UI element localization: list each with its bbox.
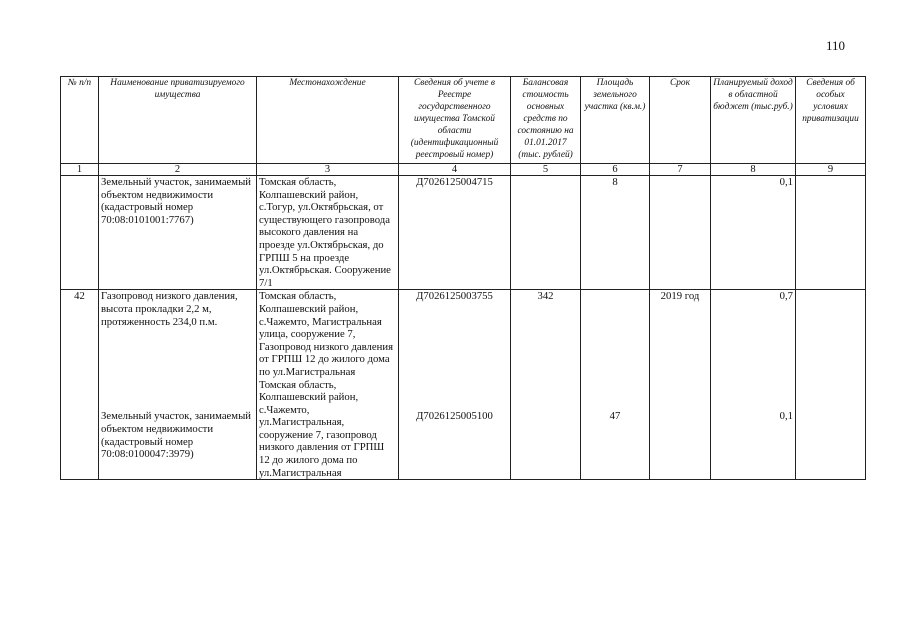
header-value: Балансовая стоимость основных средств по состоянию на 01.01.2017 (тыс. рублей) — [511, 77, 581, 164]
column-number: 4 — [399, 164, 511, 176]
column-number: 2 — [99, 164, 257, 176]
item-location-cell — [257, 290, 399, 480]
header-area: Площадь земельного участка (кв.м.) — [581, 77, 650, 164]
column-number: 6 — [581, 164, 650, 176]
header-num: № п/п — [61, 77, 99, 164]
header-row — [61, 77, 866, 164]
header-registry: Сведения об учете в Реестре государственного имущества Томской области (идентификационный реестровый номер) — [399, 77, 511, 164]
item-conditions-cell — [796, 290, 866, 480]
item-registry-number: Д7026125003755 — [416, 290, 493, 303]
column-number: 8 — [711, 164, 796, 176]
column-number: 1 — [61, 164, 99, 176]
header-conditions: Сведения об особых условиях приватизации — [796, 77, 866, 164]
item-term: 2019 год — [660, 290, 700, 303]
item-term-cell — [650, 290, 711, 480]
item-book-value-cell — [511, 290, 581, 480]
item-name: Земельный участок, занимаемый объектом недвижимости (кадастровый номер 70:08:0100047:3979) — [101, 410, 251, 461]
item-area-cell — [581, 290, 650, 480]
item-income: 0,1 — [779, 410, 793, 423]
item-conditions — [796, 176, 866, 290]
item-location: Томская область, Колпашевский район, с.Чажемто, ул.Магистральная, сооружение 7, газопровод низкого давления от ГРПШ 12 до жилого дома по ул.Магистральная — [259, 378, 385, 479]
header-term: Срок — [650, 77, 711, 164]
header-name: Наименование приватизируемого имущества — [99, 77, 257, 164]
item-income-cell — [711, 290, 796, 480]
table-row — [61, 290, 866, 480]
item-income: 0,7 — [779, 290, 793, 303]
column-number-row — [61, 164, 866, 176]
item-term — [650, 176, 711, 290]
item-area: 47 — [609, 410, 621, 423]
column-number: 7 — [650, 164, 711, 176]
item-name-cell — [99, 290, 257, 480]
item-income: 0,1 — [711, 176, 796, 290]
item-book-value — [511, 176, 581, 290]
page-number: 110 — [826, 38, 846, 53]
row-number — [61, 176, 99, 290]
table-row — [61, 176, 866, 290]
column-number: 3 — [257, 164, 399, 176]
item-name: Земельный участок, занимаемый объектом недвижимости (кадастровый номер 70:08:0101001:7767) — [99, 176, 257, 290]
column-number: 5 — [511, 164, 581, 176]
header-income: Планируемый доход в областной бюджет (тыс.руб.) — [711, 77, 796, 164]
row-number: 42 — [61, 290, 99, 480]
header-location: Местонахождение — [257, 77, 399, 164]
item-registry-cell — [399, 290, 511, 480]
item-area — [583, 290, 647, 410]
item-registry-number: Д7026125005100 — [416, 410, 493, 423]
item-registry-number: Д7026125004715 — [399, 176, 511, 290]
privatization-table — [60, 76, 866, 480]
item-area: 8 — [581, 176, 650, 290]
item-book-value: 342 — [537, 290, 554, 303]
column-number: 9 — [796, 164, 866, 176]
item-location: Томская область, Колпашевский район, с.Тогур, ул.Октябрьская, от существующего газопровода высокого давления на проезде ул.Октябрьская, до ГРПШ 5 на проезде ул.Октябрьская. Сооружение 7/1 — [257, 176, 399, 290]
item-name: Газопровод низкого давления, высота прокладки 2,2 м, протяженность 234,0 п.м. — [101, 290, 238, 328]
item-location: Томская область, Колпашевский район, с.Чажемто, Магистральная улица, сооружение 7, Газопровод низкого давления от ГРПШ 12 до жилого дома по ул.Магистральная — [259, 290, 393, 378]
